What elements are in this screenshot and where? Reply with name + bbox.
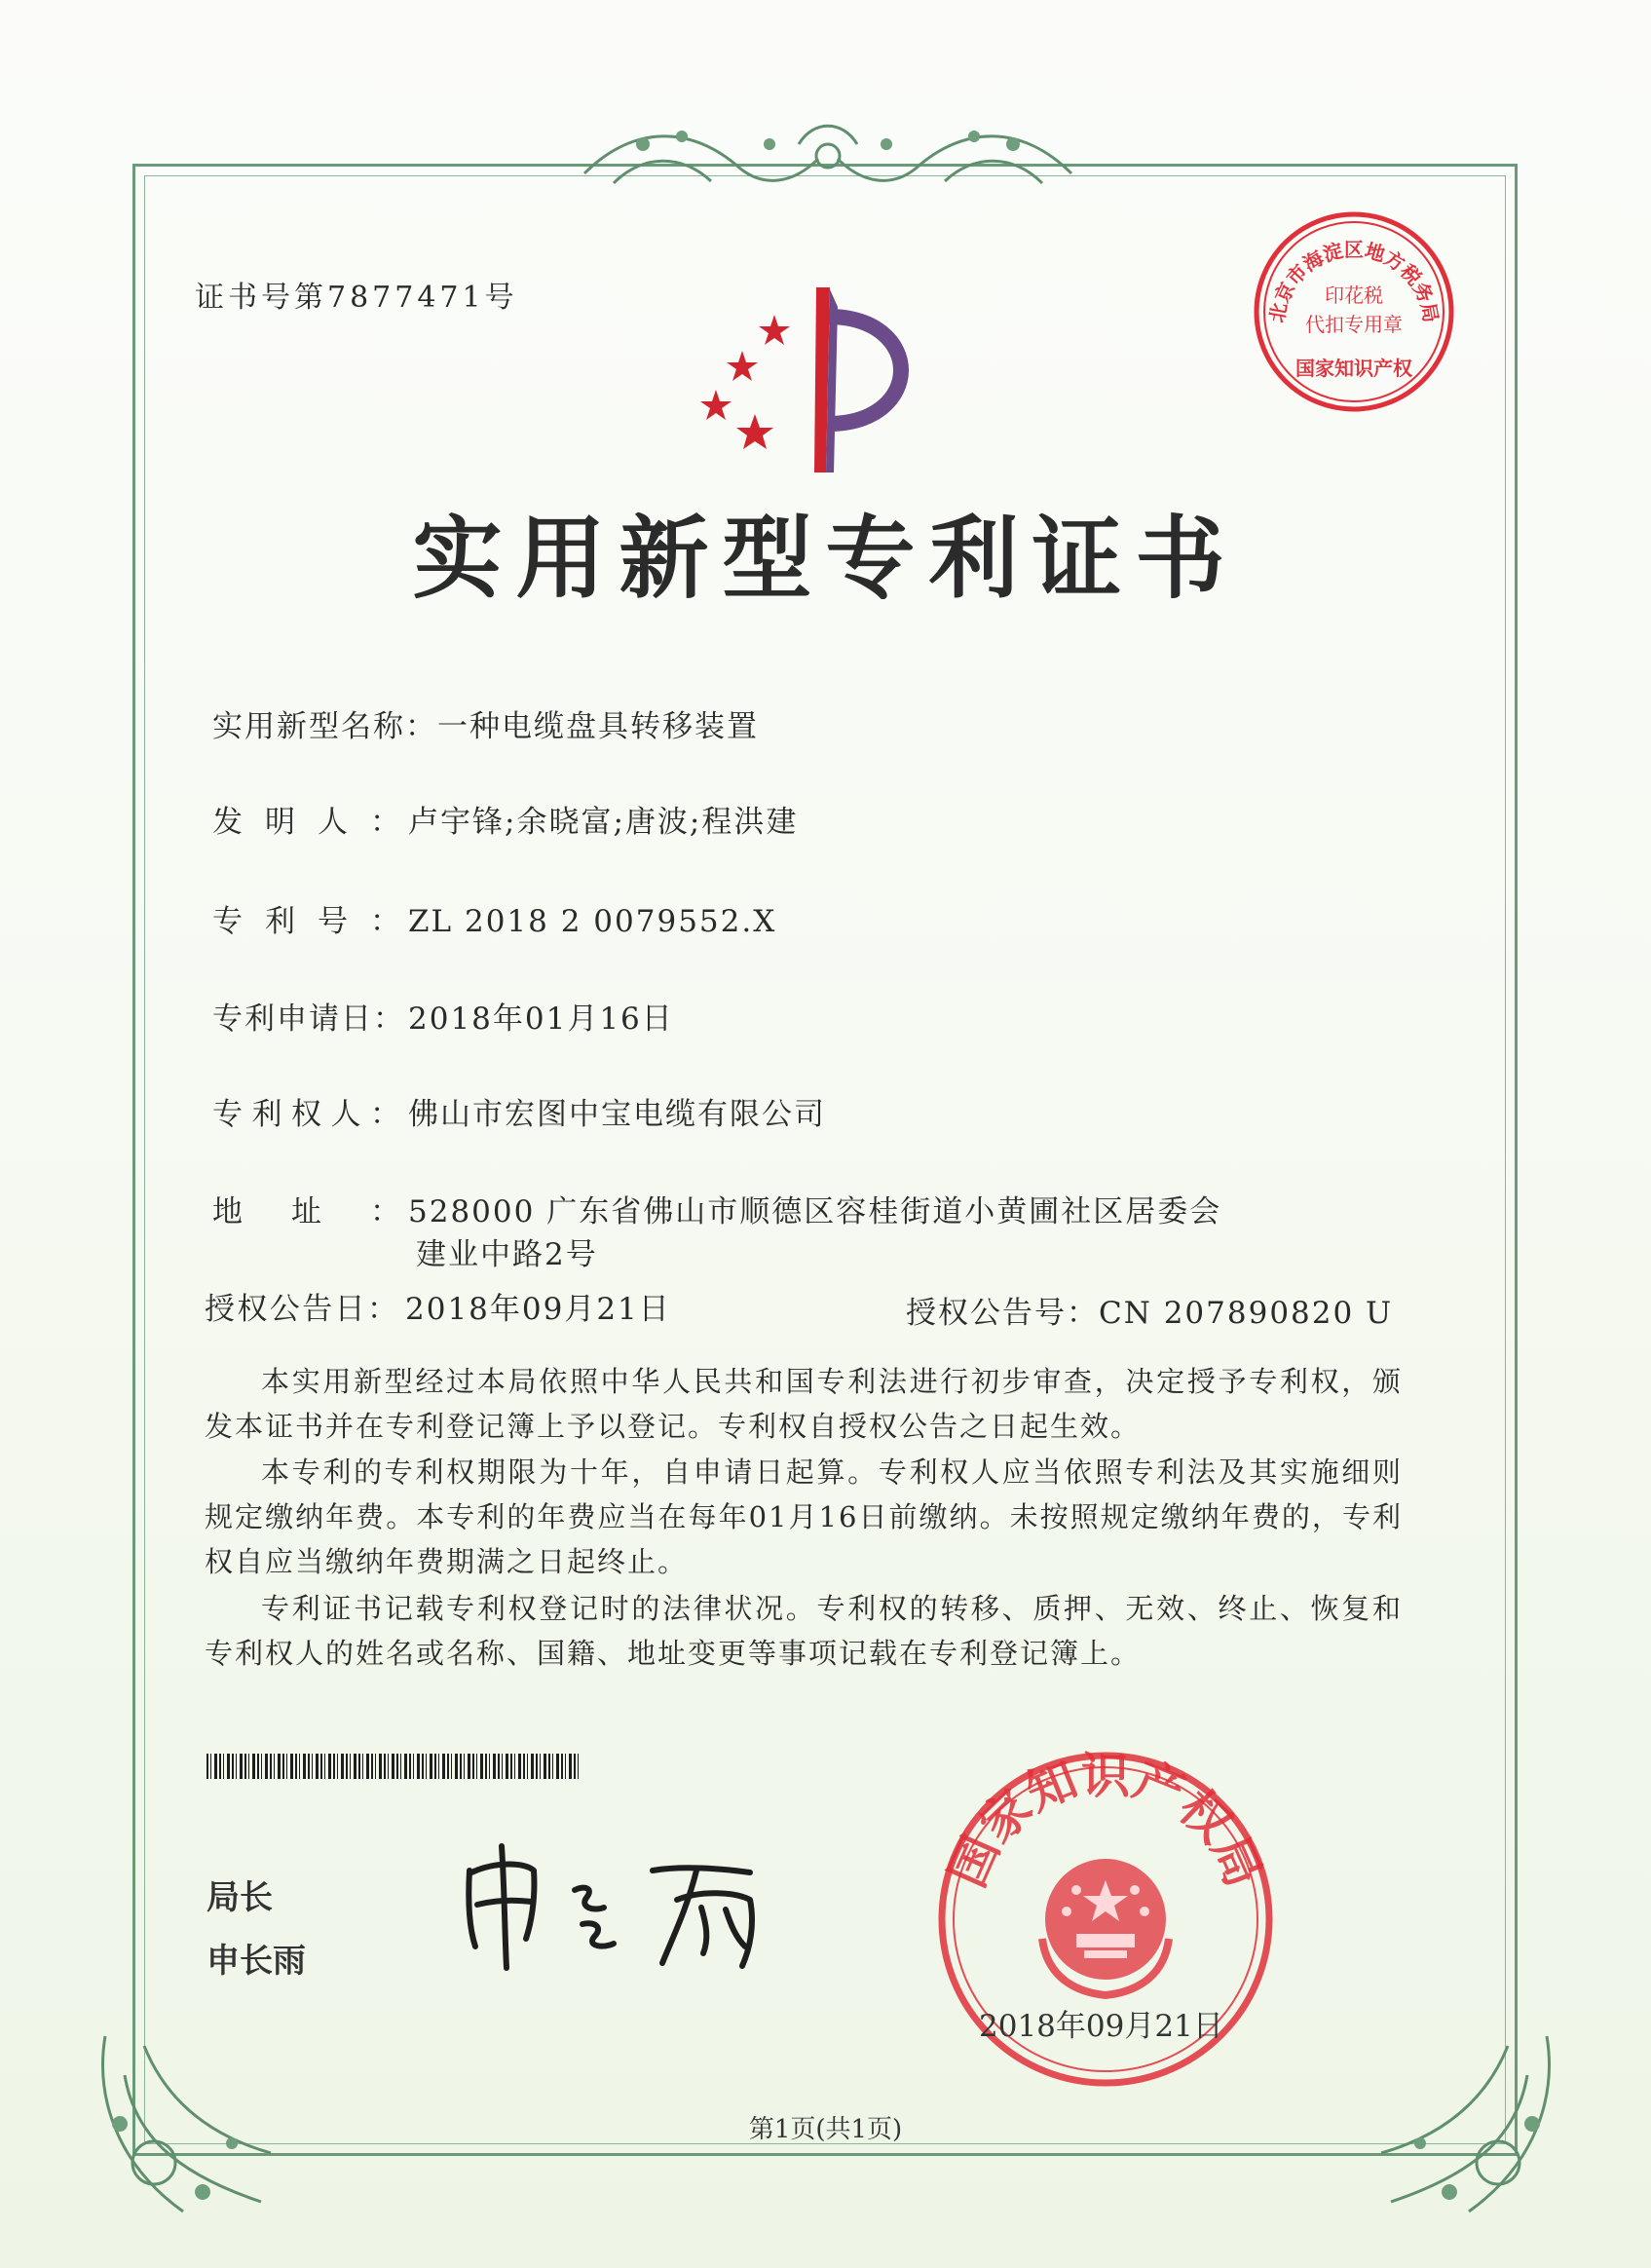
utility-model-name-label: 实用新型名称： <box>212 709 437 744</box>
tax-stamp-ring-text: 北京市海淀区地方税务局 <box>1264 238 1444 324</box>
utility-model-name-row <box>212 701 759 745</box>
barcode <box>206 1754 582 1779</box>
inventor-row <box>212 797 798 841</box>
application-date-label: 专利申请日： <box>212 1002 405 1037</box>
director-signature <box>458 1832 808 1978</box>
patent-number-row <box>212 896 776 940</box>
grant-number-label: 授权公告号： <box>906 1296 1099 1331</box>
address-row <box>212 1187 1221 1230</box>
utility-model-name-value: 一种电缆盘具转移装置 <box>437 709 759 744</box>
patentee-row <box>212 1089 826 1133</box>
page-indicator: 第1页(共1页) <box>748 2115 903 2144</box>
grant-number-value: CN 207890820 U <box>1099 1296 1394 1331</box>
inventor-label: 发明人： <box>212 805 402 840</box>
application-date-value: 2018年01月16日 <box>408 1002 674 1037</box>
svg-text:北京市海淀区地方税务局 <box>1265 238 1444 324</box>
patentee-value: 佛山市宏图中宝电缆有限公司 <box>408 1097 826 1132</box>
body-paragraph-3: 专利证书记载专利权登记时的法律状况。专利权的转移、质押、无效、终止、恢复和专利权人的姓名或名称、国籍、地址变更等事项记载在专利登记簿上。 <box>205 1592 1403 1670</box>
certificate-number: 证书号第7877471号 <box>195 281 518 315</box>
grant-date-value: 2018年09月21日 <box>405 1292 671 1327</box>
director-title: 局长 <box>206 1878 273 1917</box>
patent-number-label: 专利号： <box>212 904 402 939</box>
grant-date-row <box>205 1284 671 1328</box>
tax-stamp <box>1247 205 1461 419</box>
tax-stamp-bottom-text: 国家知识产权 <box>1295 357 1412 380</box>
patentee-label: 专利权人： <box>212 1097 402 1132</box>
application-date-row <box>212 994 674 1038</box>
tax-stamp-line2: 代扣专用章 <box>1305 313 1403 336</box>
certificate-title: 实用新型专利证书 <box>412 506 1239 611</box>
grant-number-row <box>906 1288 1393 1332</box>
address-line-1: 528000 广东省佛山市顺德区容桂街道小黄圃社区居委会 <box>408 1194 1222 1229</box>
top-ornament <box>575 115 1081 212</box>
grant-date-label: 授权公告日： <box>205 1292 399 1327</box>
address-line-2: 建业中路2号 <box>416 1237 598 1272</box>
body-paragraph-1: 本实用新型经过本局依照中华人民共和国专利法进行初步审查，决定授予专利权，颁发本证书并在专利登记簿上予以登记。专利权自授权公告之日起生效。 <box>205 1365 1403 1443</box>
director-name: 申长雨 <box>206 1942 306 1981</box>
inventor-value: 卢宇锋;余晓富;唐波;程洪建 <box>408 805 799 840</box>
patent-number-value: ZL 2018 2 0079552.X <box>408 904 777 939</box>
patent-office-logo <box>682 278 935 482</box>
seal-date: 2018年09月21日 <box>979 2009 1223 2044</box>
body-paragraph-2: 本专利的专利权期限为十年，自申请日起算。专利权人应当依照专利法及其实施细则规定缴纳年费。本专利的年费应当在每年01月16日前缴纳。未按照规定缴纳年费的，专利权自应当缴纳年费期满之日起终止。 <box>205 1455 1403 1578</box>
address-label: 地址： <box>212 1194 402 1229</box>
tax-stamp-line1: 印花税 <box>1325 284 1383 307</box>
seal-ring-text: 国家知识产权局 <box>937 1747 1274 1896</box>
